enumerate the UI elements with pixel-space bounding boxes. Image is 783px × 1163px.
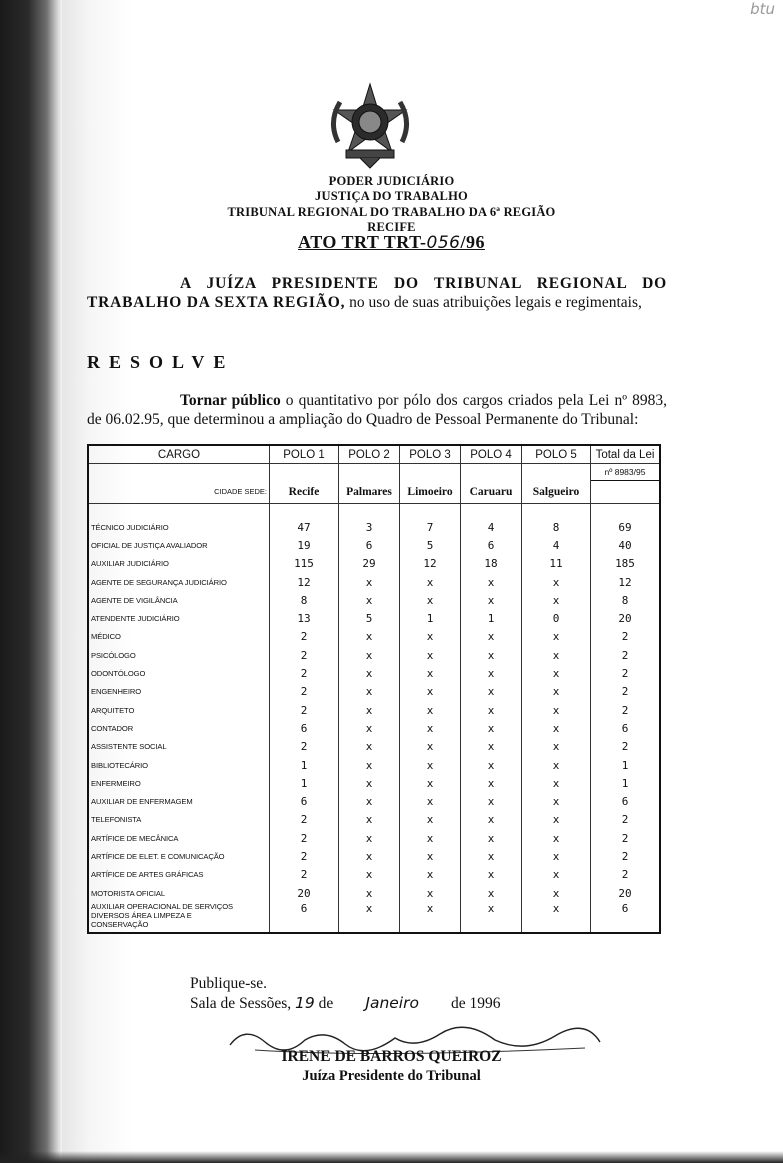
value-cell: x (461, 719, 522, 737)
total-cell: 2 (591, 847, 661, 865)
table-row (88, 847, 660, 865)
cargo-cell: TÉCNICO JUDICIÁRIO (88, 518, 270, 536)
value-cell: 8 (522, 518, 591, 536)
table-row (88, 591, 660, 609)
publique-se: Publique-se. (190, 975, 268, 992)
table-row (88, 884, 660, 902)
table-row (88, 628, 660, 646)
value-cell: 7 (400, 518, 461, 536)
cargo-cell: ARQUITETO (88, 701, 270, 719)
value-cell: 1 (461, 609, 522, 627)
value-cell: x (522, 738, 591, 756)
value-cell: x (461, 811, 522, 829)
value-cell: 18 (461, 555, 522, 573)
handwritten-month: Janeiro (365, 994, 419, 1012)
value-cell: x (522, 774, 591, 792)
cargo-cell: ARTÍFICE DE MECÂNICA (88, 829, 270, 847)
value-cell: 2 (270, 866, 339, 884)
de-label-1: de (318, 995, 334, 1012)
cargo-cell: AGENTE DE VIGILÂNCIA (88, 591, 270, 609)
positions-table (87, 444, 661, 934)
value-cell: x (461, 774, 522, 792)
value-cell: 6 (270, 719, 339, 737)
header-line-3: TRIBUNAL REGIONAL DO TRABALHO DA 6ª REGIÃO (227, 205, 556, 219)
value-cell: 4 (461, 518, 522, 536)
value-cell: 6 (270, 792, 339, 810)
sala-label: Sala de Sessões, (190, 995, 292, 1012)
total-cell: 6 (591, 792, 661, 810)
cargo-cell: ATENDENTE JUDICIÁRIO (88, 609, 270, 627)
cargo-last-line-2: DIVERSOS ÁREA LIMPEZA E (91, 911, 192, 921)
value-cell: x (400, 829, 461, 847)
value-cell: 5 (339, 609, 400, 627)
table-row (88, 792, 660, 810)
intro-bold: A JUÍZA PRESIDENTE DO TRIBUNAL REGIONAL DO TRABALHO DA SEXTA REGIÃO, (87, 275, 667, 311)
resolve-heading: RESOLVE (87, 352, 235, 372)
header-polo-4: POLO 4 (461, 445, 522, 464)
value-cell: 1 (270, 756, 339, 774)
value-cell: 11 (522, 555, 591, 573)
value-cell: x (522, 701, 591, 719)
table-row (88, 774, 660, 792)
total-cell: 2 (591, 738, 661, 756)
cargo-cell: MÉDICO (88, 628, 270, 646)
value-cell: 1 (270, 774, 339, 792)
value-cell: 6 (270, 902, 339, 933)
header-total: Total da Lei (591, 445, 661, 464)
value-cell: x (461, 701, 522, 719)
cargo-last-line-1: AUXILIAR OPERACIONAL DE SERVIÇOS (91, 902, 233, 912)
corner-handwritten-note: btu (750, 0, 775, 18)
table-row (88, 701, 660, 719)
cargo-cell: ARTÍFICE DE ARTES GRÁFICAS (88, 866, 270, 884)
value-cell: x (400, 847, 461, 865)
table-row (88, 719, 660, 737)
value-cell: 1 (400, 609, 461, 627)
cargo-cell: ENFERMEIRO (88, 774, 270, 792)
value-cell: x (461, 884, 522, 902)
value-cell: x (400, 738, 461, 756)
value-cell: 29 (339, 555, 400, 573)
header-line-4: RECIFE (367, 220, 416, 234)
header-cargo: CARGO (88, 445, 270, 464)
value-cell: x (400, 683, 461, 701)
value-cell: 4 (522, 536, 591, 554)
value-cell: x (400, 774, 461, 792)
total-cell: 6 (591, 902, 661, 933)
cargo-cell: ENGENHEIRO (88, 683, 270, 701)
total-cell: 20 (591, 884, 661, 902)
value-cell: x (339, 628, 400, 646)
cargo-cell: PSICÓLOGO (88, 646, 270, 664)
value-cell: 6 (339, 536, 400, 554)
total-cell: 8 (591, 591, 661, 609)
cargo-last-line-3: CONSERVAÇÃO (91, 920, 149, 930)
value-cell: x (400, 573, 461, 591)
value-cell: x (522, 664, 591, 682)
table-row (88, 646, 660, 664)
act-number (0, 232, 783, 253)
value-cell: x (400, 719, 461, 737)
total-cell: 1 (591, 774, 661, 792)
table-header-row-2 (88, 464, 660, 481)
total-cell: 2 (591, 866, 661, 884)
header-polo-3: POLO 3 (400, 445, 461, 464)
total-cell: 2 (591, 628, 661, 646)
value-cell: x (522, 829, 591, 847)
table-header-row (88, 445, 660, 464)
value-cell: x (339, 866, 400, 884)
cargo-cell-last (88, 902, 270, 933)
value-cell: x (339, 664, 400, 682)
value-cell: x (461, 756, 522, 774)
city-5: Salgueiro (522, 481, 591, 504)
value-cell: x (400, 866, 461, 884)
table-row (88, 683, 660, 701)
total-cell: 20 (591, 609, 661, 627)
value-cell: x (461, 683, 522, 701)
value-cell: x (522, 902, 591, 933)
cargo-cell: ASSISTENTE SOCIAL (88, 738, 270, 756)
value-cell: x (400, 701, 461, 719)
cargo-cell: CONTADOR (88, 719, 270, 737)
value-cell: x (339, 847, 400, 865)
value-cell: x (400, 591, 461, 609)
value-cell: 2 (270, 738, 339, 756)
total-cell: 2 (591, 829, 661, 847)
total-cell: 69 (591, 518, 661, 536)
act-suffix: /96 (460, 232, 485, 252)
city-1: Recife (270, 481, 339, 504)
table-row (88, 609, 660, 627)
value-cell: 0 (522, 609, 591, 627)
value-cell: x (522, 756, 591, 774)
decision-paragraph (87, 391, 667, 429)
value-cell: x (400, 811, 461, 829)
total-cell: 1 (591, 756, 661, 774)
year-label: de 1996 (451, 995, 501, 1012)
table-row (88, 738, 660, 756)
table-city-row (88, 481, 660, 504)
value-cell: x (522, 884, 591, 902)
value-cell: 5 (400, 536, 461, 554)
value-cell: x (522, 847, 591, 865)
total-cell: 6 (591, 719, 661, 737)
signatory-title: Juíza Presidente do Tribunal (302, 1068, 481, 1084)
value-cell: 2 (270, 683, 339, 701)
header-polo-1: POLO 1 (270, 445, 339, 464)
city-4: Caruaru (461, 481, 522, 504)
header-line-1: PODER JUDICIÁRIO (328, 174, 455, 188)
value-cell: x (522, 719, 591, 737)
header-polo-2: POLO 2 (339, 445, 400, 464)
value-cell: x (339, 701, 400, 719)
value-cell: 2 (270, 664, 339, 682)
value-cell: 8 (270, 591, 339, 609)
value-cell: x (339, 719, 400, 737)
value-cell: x (522, 866, 591, 884)
value-cell: x (522, 792, 591, 810)
total-cell: 2 (591, 683, 661, 701)
cargo-cell: ODONTÓLOGO (88, 664, 270, 682)
value-cell: x (400, 664, 461, 682)
table-row (88, 829, 660, 847)
value-cell: x (339, 738, 400, 756)
total-cell: 2 (591, 701, 661, 719)
value-cell: x (339, 591, 400, 609)
cargo-cell: OFICIAL DE JUSTIÇA AVALIADOR (88, 536, 270, 554)
value-cell: 20 (270, 884, 339, 902)
value-cell: x (339, 756, 400, 774)
value-cell: x (522, 628, 591, 646)
table-row (88, 664, 660, 682)
act-prefix: ATO TRT TRT- (298, 232, 427, 252)
city-3: Limoeiro (400, 481, 461, 504)
decision-rest: o quantitativo por pólo dos cargos criados pela Lei nº 8983, de 06.02.95, que determinou a ampliação do Quadro de Pessoal Permanente do Tribunal: (87, 392, 667, 428)
value-cell: 2 (270, 628, 339, 646)
intro-paragraph (87, 274, 667, 312)
table-row-last (88, 902, 660, 933)
table-row (88, 811, 660, 829)
value-cell: 2 (270, 811, 339, 829)
value-cell: 6 (461, 536, 522, 554)
coat-of-arms-icon (318, 82, 423, 170)
value-cell: x (461, 847, 522, 865)
value-cell: 12 (270, 573, 339, 591)
value-cell: x (522, 591, 591, 609)
intro-rest: no uso de suas atribuições legais e regimentais, (345, 294, 642, 311)
value-cell: x (400, 902, 461, 933)
value-cell: x (461, 646, 522, 664)
value-cell: x (400, 884, 461, 902)
value-cell: x (400, 628, 461, 646)
cargo-cell: ARTÍFICE DE ELET. E COMUNICAÇÃO (88, 847, 270, 865)
value-cell: x (461, 829, 522, 847)
value-cell: x (339, 811, 400, 829)
value-cell: x (339, 829, 400, 847)
total-cell: 185 (591, 555, 661, 573)
cargo-cell: AUXILIAR JUDICIÁRIO (88, 555, 270, 573)
value-cell: x (522, 683, 591, 701)
value-cell: x (339, 573, 400, 591)
value-cell: 2 (270, 847, 339, 865)
value-cell: 3 (339, 518, 400, 536)
value-cell: x (522, 811, 591, 829)
total-cell: 2 (591, 811, 661, 829)
value-cell: x (339, 884, 400, 902)
value-cell: 2 (270, 829, 339, 847)
value-cell: x (339, 902, 400, 933)
value-cell: x (461, 792, 522, 810)
table-row (88, 866, 660, 884)
value-cell: 2 (270, 646, 339, 664)
session-date-line (190, 994, 501, 1013)
value-cell: 2 (270, 701, 339, 719)
handwritten-day: 19 (295, 994, 315, 1012)
value-cell: x (522, 646, 591, 664)
header-polo-5: POLO 5 (522, 445, 591, 464)
table-row (88, 573, 660, 591)
cidade-sede-label: CIDADE SEDE: (88, 481, 270, 504)
total-cell: 2 (591, 664, 661, 682)
decision-bold: Tornar público (180, 392, 281, 409)
value-cell: 19 (270, 536, 339, 554)
value-cell: 13 (270, 609, 339, 627)
city-2: Palmares (339, 481, 400, 504)
value-cell: x (400, 792, 461, 810)
value-cell: x (461, 628, 522, 646)
table-row (88, 555, 660, 573)
total-cell: 40 (591, 536, 661, 554)
value-cell: x (522, 573, 591, 591)
table-row (88, 518, 660, 536)
value-cell: x (461, 573, 522, 591)
cargo-cell: BIBLIOTECÁRIO (88, 756, 270, 774)
value-cell: x (339, 774, 400, 792)
value-cell: 12 (400, 555, 461, 573)
value-cell: 47 (270, 518, 339, 536)
header-line-2: JUSTIÇA DO TRABALHO (315, 189, 468, 203)
value-cell: x (339, 683, 400, 701)
scan-bottom-edge (0, 1151, 783, 1163)
value-cell: x (339, 646, 400, 664)
value-cell: x (461, 738, 522, 756)
value-cell: x (461, 664, 522, 682)
signatory-name: IRENE DE BARROS QUEIROZ (281, 1048, 502, 1065)
value-cell: x (461, 902, 522, 933)
value-cell: x (400, 646, 461, 664)
header-total-law: nº 8983/95 (591, 464, 661, 481)
table-row (88, 536, 660, 554)
cargo-cell: AGENTE DE SEGURANÇA JUDICIÁRIO (88, 573, 270, 591)
total-cell: 12 (591, 573, 661, 591)
value-cell: x (339, 792, 400, 810)
cargo-cell: MOTORISTA OFICIAL (88, 884, 270, 902)
total-cell: 2 (591, 646, 661, 664)
table-row (88, 756, 660, 774)
cargo-cell: AUXILIAR DE ENFERMAGEM (88, 792, 270, 810)
act-handwritten-number: 056 (426, 233, 461, 253)
cargo-cell: TELEFONISTA (88, 811, 270, 829)
value-cell: x (400, 756, 461, 774)
value-cell: 115 (270, 555, 339, 573)
value-cell: x (461, 591, 522, 609)
value-cell: x (461, 866, 522, 884)
